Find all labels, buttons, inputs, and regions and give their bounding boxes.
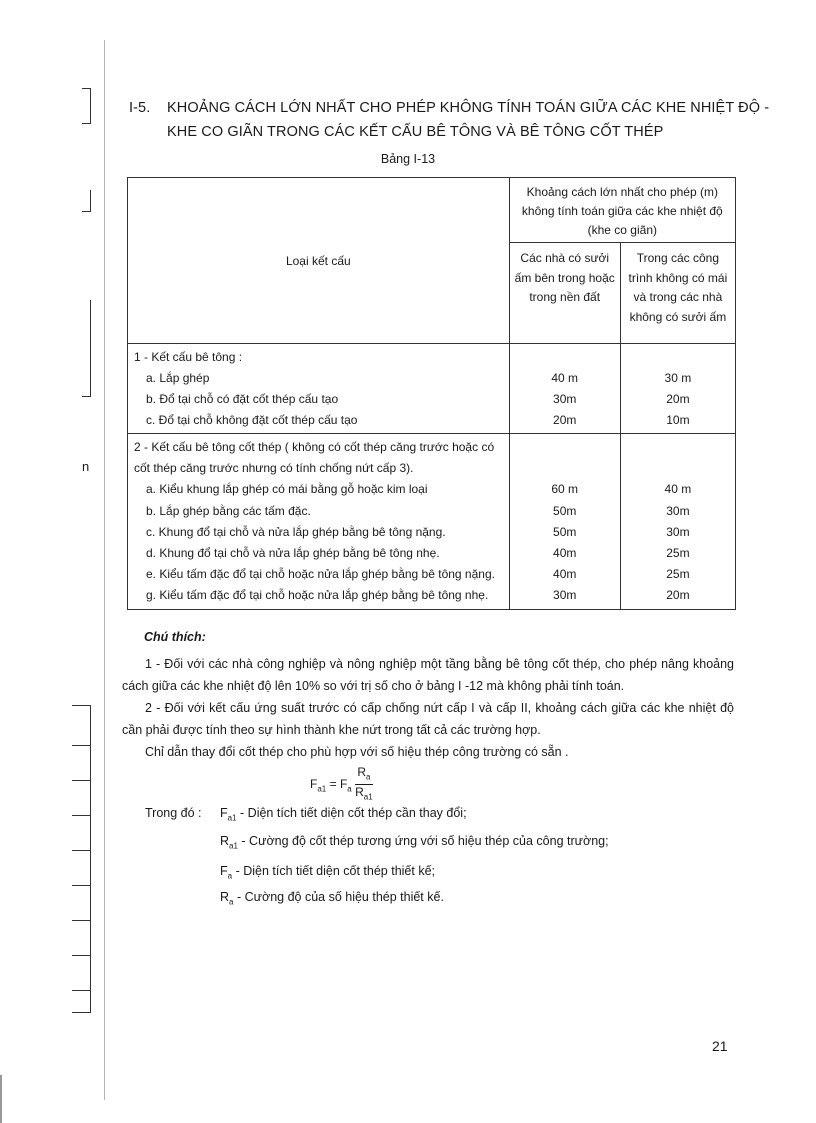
value-cell: 20m [553,413,577,427]
section-number: I-5. [129,100,151,116]
formula-rhs-sub: a [347,784,352,794]
formula-denominator-sub: a1 [363,792,373,802]
where-desc: - Diện tích tiết diện cốt thép cần thay đổi; [240,806,467,820]
expansion-joint-table [127,177,736,610]
row-label: a. Kiểu khung lắp ghép có mái bằng gỗ hoặc kim loại [146,482,428,497]
formula-lhs: F [310,777,318,792]
values-unheated [620,344,735,434]
value-cell: 30m [666,524,690,539]
margin-mark [90,705,91,1013]
scan-edge [0,1075,2,1123]
where-item [220,864,435,881]
value-cell: 25m [666,546,690,561]
table-section-reinforced [128,434,736,610]
section-heading [129,96,769,144]
formula-denominator: R [355,785,364,800]
formula-lhs-sub: a1 [317,784,327,794]
where-item [220,890,444,907]
value-cell: 60 m [551,482,579,497]
values-heated [509,344,620,434]
row-label: b. Đổ tại chỗ có đặt cốt thép cấu tạo [146,392,339,406]
margin-mark [72,705,91,706]
margin-mark [82,211,91,212]
notes-title: Chú thích: [144,630,206,644]
value-cell: 40m [553,567,577,582]
margin-mark [72,815,91,816]
where-label: Trong đó : [145,806,202,820]
where-desc: - Cường độ của số hiệu thép thiết kế. [236,890,444,904]
formula-rhs: F [339,777,348,792]
margin-mark [72,1012,91,1013]
margin-mark [90,88,91,124]
formula-numerator: R [357,765,366,779]
row-label: g. Kiểu tấm đặc đổ tại chỗ hoặc nửa lắp ghép bằng bê tông nhẹ. [146,588,489,603]
row-label: b. Lắp ghép bằng các tấm đặc. [146,503,311,518]
margin-character: n [82,459,90,474]
value-cell: 50m [553,524,577,539]
header-structure-type: Loại kết cấu [128,178,510,344]
margin-mark [72,955,91,956]
note-1: 1 - Đối với các nhà công nghiệp và nông nghiệp một tầng bằng bê tông cốt thép, cho phép nâng khoảng cách giữa các khe nhiệt độ lên 10% so với trị số cho ở bảng I -12 mà không phải tính toán. [122,657,734,693]
margin-mark [72,920,91,921]
value-cell: 40 m [664,482,692,497]
margin-mark [72,780,91,781]
where-subscript: a1 [227,813,237,823]
where-symbol: F [220,864,228,878]
values-unheated [620,434,735,610]
margin-mark [82,88,91,89]
formula-fraction [355,765,373,805]
margin-mark [72,745,91,746]
where-symbol: R [220,834,230,848]
values-heated [509,434,620,610]
where-subscript: a [229,897,234,907]
value-cell: 25m [666,567,690,582]
value-cell: 30m [553,392,577,406]
header-heated: Các nhà có sưởi ấm bên trong hoặc trong nền đất [509,243,620,344]
page-number: 21 [712,1038,728,1054]
margin-mark [82,123,91,124]
row-label: e. Kiểu tấm đặc đổ tại chỗ hoặc nửa lắp ghép bằng bê tông nặng. [146,567,495,582]
header-unheated: Trong các công trình không có mái và trong các nhà không có sưởi ấm [620,243,735,344]
formula [310,765,373,805]
row-label: d. Khung đổ tại chỗ và nửa lắp ghép bằng bê tông nhẹ. [146,546,440,561]
value-cell: 20m [666,588,690,603]
section-title-line2: KHE CO GIÃN TRONG CÁC KẾT CẤU BÊ TÔNG VÀ BÊ TÔNG CỐT THÉP [167,124,664,140]
where-subscript: a [227,871,233,881]
row-label: c. Khung đổ tại chỗ và nửa lắp ghép bằng bê tông nặng. [146,524,446,539]
table-caption: Bảng I-13 [380,152,436,166]
section-title: 1 - Kết cấu bê tông : [134,350,243,364]
value-cell: 10m [666,413,690,427]
row-label: c. Đổ tại chỗ không đặt cốt thép cấu tạo [146,413,358,427]
where-item [220,834,609,851]
row-label: a. Lắp ghép [146,371,210,385]
section-cell [128,344,510,434]
where-item [220,806,467,823]
value-cell: 40 m [551,371,579,385]
notes-block [122,626,734,763]
margin-mark [82,396,91,397]
value-cell: 30m [553,588,577,603]
margin-mark [72,885,91,886]
margin-mark [90,300,91,397]
where-symbol: F [220,806,228,820]
value-cell: 30m [666,503,690,518]
margin-mark [90,190,91,212]
where-desc: - Cường độ cốt thép tương ứng với số hiệu thép của công trường; [241,834,609,848]
section-title: 2 - Kết cấu bê tông cốt thép ( không có cốt thép căng trước hoặc có cốt thép căng trước nhưng có tính chống nứt cấp 3). [134,440,495,476]
table-section-concrete [128,344,736,434]
note-2: 2 - Đối với kết cấu ứng suất trước có cấp chống nứt cấp I và cấp II, khoảng cách giữa các khe nhiệt độ cần phải được tính theo sự hình thành khe nứt trong tất cả các trường hợp. [122,701,734,737]
value-cell: 20m [666,392,690,406]
section-title-line1: KHOẢNG CÁCH LỚN NHẤT CHO PHÉP KHÔNG TÍNH TOÁN GIỮA CÁC KHE NHIỆT ĐỘ - [167,100,770,116]
formula-eq: = [329,777,337,792]
header-max-distance: Khoảng cách lớn nhất cho phép (m) không tính toán giữa các khe nhiệt độ (khe co giãn) [509,178,735,243]
section-cell [128,434,510,610]
value-cell: 40m [553,546,577,561]
where-subscript: a1 [229,841,238,851]
value-cell: 30 m [664,371,692,385]
margin-mark [72,990,91,991]
instruction: Chỉ dẫn thay đổi cốt thép cho phù hợp với số hiệu thép công trường có sẵn . [145,745,569,759]
where-symbol: R [220,890,230,904]
formula-numerator-sub: a [365,772,371,782]
binder-line [104,40,105,1100]
where-desc: - Diện tích tiết diện cốt thép thiết kế; [235,864,435,878]
margin-mark [72,850,91,851]
value-cell: 50m [553,503,577,518]
